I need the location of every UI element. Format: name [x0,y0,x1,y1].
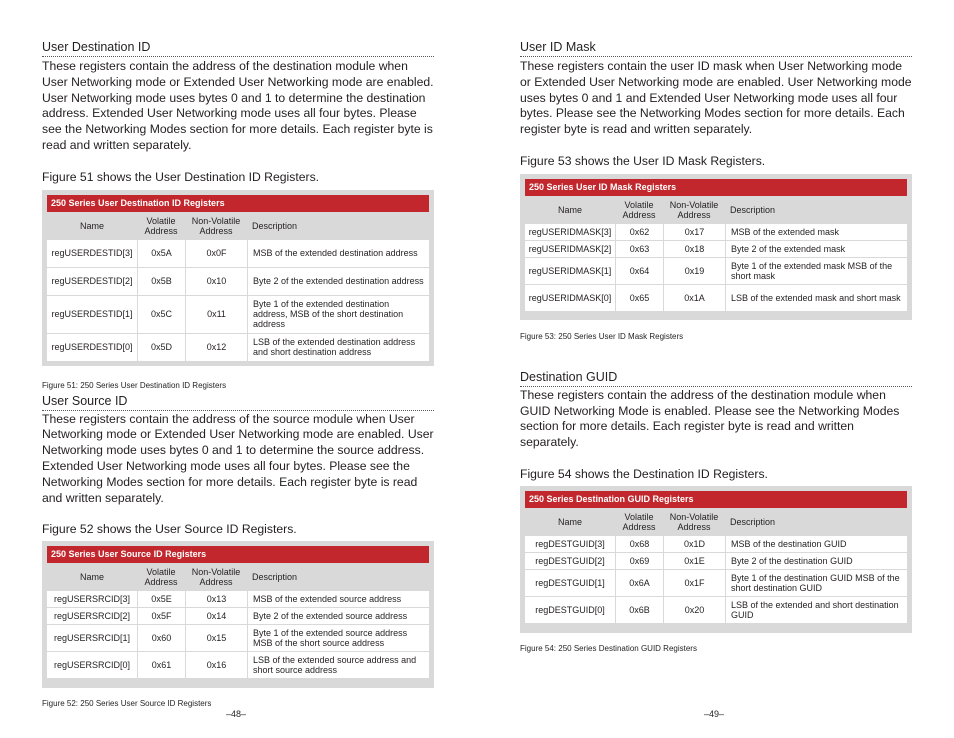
cell-volatile: 0x5A [137,240,185,267]
section-title: User ID Mask [520,40,912,57]
cell-volatile: 0x5E [137,591,185,607]
table-row [525,536,907,552]
cell-nonvolatile: 0x0F [185,240,247,267]
col-header-name: Name [525,197,615,223]
cell-nonvolatile: 0x14 [185,608,247,624]
table-title: 250 Series User Source ID Registers [47,546,429,563]
cell-volatile: 0x64 [615,258,663,284]
page-number: –49– [704,709,725,719]
table-title: 250 Series User Destination ID Registers [47,195,429,212]
col-header-description: Description [247,213,429,239]
cell-volatile: 0x68 [615,536,663,552]
figure-reference: Figure 53 shows the User ID Mask Registers. [520,153,766,168]
cell-nonvolatile: 0x1F [663,570,725,596]
cell-name: regUSERSRCID[0] [47,652,137,678]
col-header-nonvolatile: Non-Volatile Address [185,213,247,239]
cell-name: regDESTGUID[3] [525,536,615,552]
register-grid [525,508,907,624]
section-title: User Source ID [42,394,434,411]
left-page [42,40,434,708]
col-header-description: Description [725,197,907,223]
cell-nonvolatile: 0x1E [663,553,725,569]
cell-name: regUSERSRCID[1] [47,625,137,651]
section-body: These registers contain the address of the destination module when User Networking mode or Extended User Networking mode are enabled. User Networking mode uses bytes 0 and 1 to determine the destination address. Extended User Networking mode uses all four bytes. Please see the Networking Modes section for more details. Each register byte is read and written separately. [42,59,434,152]
cell-description: Byte 1 of the extended mask MSB of the short mask [725,258,907,284]
col-header-description: Description [247,564,429,590]
cell-nonvolatile: 0x13 [185,591,247,607]
cell-volatile: 0x61 [137,652,185,678]
cell-name: regUSERSRCID[3] [47,591,137,607]
cell-description: Byte 2 of the destination GUID [725,553,907,569]
page-number: –48– [226,709,247,719]
table-row [525,241,907,257]
col-header-volatile: Volatile Address [137,564,185,590]
table-row [525,224,907,240]
cell-name: regUSERIDMASK[0] [525,285,615,311]
col-header-volatile: Volatile Address [615,509,663,535]
cell-description: Byte 1 of the extended destination address, MSB of the short destination address [247,296,429,333]
section-destination-guid [520,370,912,653]
cell-nonvolatile: 0x1A [663,285,725,311]
table-title: 250 Series Destination GUID Registers [525,491,907,508]
register-table [42,190,434,366]
register-grid [47,563,429,679]
col-header-volatile: Volatile Address [615,197,663,223]
section-body: These registers contain the user ID mask when User Networking mode or Extended User Networking mode are enabled. User Networking mode uses bytes 0 and 1 and Extended User Networking mode uses all four bytes. Please see the Networking Modes section for more details. Each register byte is read and written separately. [520,59,912,137]
table-row [525,553,907,569]
cell-volatile: 0x65 [615,285,663,311]
register-grid [47,212,429,362]
section-title: User Destination ID [42,40,434,57]
col-header-nonvolatile: Non-Volatile Address [663,509,725,535]
figure-reference: Figure 54 shows the Destination ID Registers. [520,466,768,481]
cell-description: LSB of the extended source address and short source address [247,652,429,678]
figure-caption: Figure 53: 250 Series User ID Mask Registers [520,331,684,341]
table-header-row [47,213,429,239]
figure-reference: Figure 51 shows the User Destination ID Registers. [42,169,320,184]
table-row [47,608,429,624]
figure-caption: Figure 54: 250 Series Destination GUID Registers [520,643,697,653]
figure-reference: Figure 52 shows the User Source ID Registers. [42,522,297,537]
col-header-volatile: Volatile Address [137,213,185,239]
cell-volatile: 0x63 [615,241,663,257]
cell-nonvolatile: 0x17 [663,224,725,240]
cell-nonvolatile: 0x11 [185,296,247,333]
cell-volatile: 0x69 [615,553,663,569]
figure-caption: Figure 51: 250 Series User Destination ID Registers [42,380,227,390]
cell-description: LSB of the extended destination address and short destination address [247,334,429,361]
table-header-row [525,509,907,535]
section-user-destination-id [42,40,434,390]
table-title: 250 Series User ID Mask Registers [525,179,907,196]
table-row [47,240,429,267]
cell-name: regDESTGUID[1] [525,570,615,596]
table-row [47,652,429,678]
table-row [47,625,429,651]
cell-nonvolatile: 0x15 [185,625,247,651]
table-row [47,591,429,607]
cell-name: regUSERSRCID[2] [47,608,137,624]
col-header-nonvolatile: Non-Volatile Address [663,197,725,223]
cell-description: Byte 1 of the destination GUID MSB of the short destination GUID [725,570,907,596]
col-header-name: Name [47,213,137,239]
table-header-row [47,564,429,590]
cell-description: MSB of the destination GUID [725,536,907,552]
right-page [520,40,912,653]
cell-nonvolatile: 0x16 [185,652,247,678]
cell-description: LSB of the extended and short destination GUID [725,597,907,623]
cell-volatile: 0x6A [615,570,663,596]
cell-name: regUSERDESTID[1] [47,296,137,333]
section-title: Destination GUID [520,370,912,387]
cell-volatile: 0x6B [615,597,663,623]
cell-description: Byte 2 of the extended source address [247,608,429,624]
cell-description: MSB of the extended destination address [247,240,429,267]
table-row [525,597,907,623]
cell-volatile: 0x5B [137,268,185,295]
table-row [47,334,429,361]
cell-description: MSB of the extended source address [247,591,429,607]
col-header-name: Name [47,564,137,590]
cell-description: Byte 1 of the extended source address MSB of the short source address [247,625,429,651]
register-grid [525,196,907,312]
table-row [525,570,907,596]
cell-nonvolatile: 0x18 [663,241,725,257]
cell-name: regUSERDESTID[2] [47,268,137,295]
cell-nonvolatile: 0x20 [663,597,725,623]
cell-volatile: 0x60 [137,625,185,651]
cell-volatile: 0x5F [137,608,185,624]
table-header-row [525,197,907,223]
cell-description: Byte 2 of the extended mask [725,241,907,257]
table-row [47,296,429,333]
register-table [520,486,912,633]
cell-nonvolatile: 0x10 [185,268,247,295]
cell-nonvolatile: 0x12 [185,334,247,361]
col-header-nonvolatile: Non-Volatile Address [185,564,247,590]
cell-name: regDESTGUID[2] [525,553,615,569]
col-header-description: Description [725,509,907,535]
cell-nonvolatile: 0x19 [663,258,725,284]
section-user-source-id [42,394,434,709]
cell-name: regUSERIDMASK[1] [525,258,615,284]
section-body: These registers contain the address of the source module when User Networking mode or Extended User Networking mode are enabled. User Networking mode uses bytes 0 and 1 to determine the source address. Extended User Networking mode uses all four bytes. Please see the Networking Modes section for more details. Each register byte is read and written separately. [42,411,434,505]
cell-volatile: 0x5C [137,296,185,333]
cell-description: LSB of the extended mask and short mask [725,285,907,311]
section-user-id-mask [520,40,912,341]
cell-volatile: 0x5D [137,334,185,361]
cell-name: regUSERDESTID[3] [47,240,137,267]
table-row [525,285,907,311]
cell-description: MSB of the extended mask [725,224,907,240]
register-table [520,174,912,320]
cell-name: regUSERIDMASK[3] [525,224,615,240]
cell-name: regUSERIDMASK[2] [525,241,615,257]
col-header-name: Name [525,509,615,535]
section-body: These registers contain the address of the destination module when GUID Networking Mode is enabled. Please see the Networking Modes section for more details. Each register byte is read and written separately. [520,387,900,450]
cell-volatile: 0x62 [615,224,663,240]
cell-description: Byte 2 of the extended destination address [247,268,429,295]
register-table [42,541,434,688]
cell-name: regUSERDESTID[0] [47,334,137,361]
cell-name: regDESTGUID[0] [525,597,615,623]
table-row [47,268,429,295]
figure-caption: Figure 52: 250 Series User Source ID Registers [42,699,212,709]
cell-nonvolatile: 0x1D [663,536,725,552]
table-row [525,258,907,284]
